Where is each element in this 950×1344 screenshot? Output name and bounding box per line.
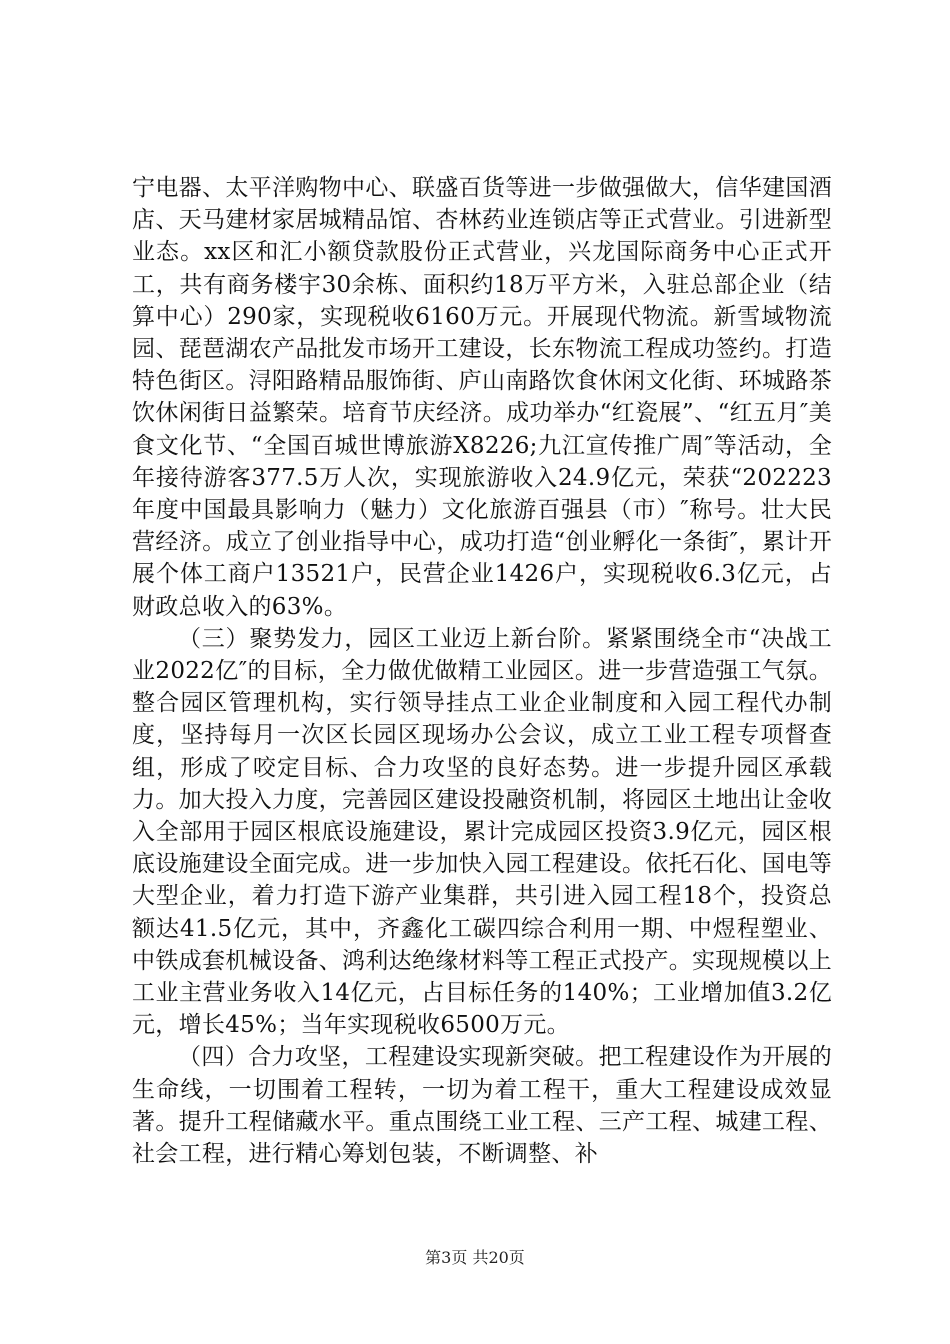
page-footer <box>0 1248 950 1268</box>
paragraph-continuation: 宁电器、太平洋购物中心、联盛百货等进一步做强做大，信华建国酒店、天马建材家居城精品馆、杏林药业连锁店等正式营业。引进新型业态。xx区和汇小额贷款股份正式营业，兴龙国际商务中心正式开工，共有商务楼宇30余栋、面积约18万平方米，入驻总部企业（结算中心）290家，实现税收6160万元。开展现代物流。新雪域物流园、琵琶湖农产品批发市场开工建设，长东物流工程成功签约。打造特色街区。浔阳路精品服饰街、庐山南路饮食休闲文化街、环城路茶饮休闲街日益繁荣。培育节庆经济。成功举办“红瓷展”、“红五月″美食文化节、“全国百城世博旅游X8226;九江宣传推广周″等活动，全年接待游客377.5万人次，实现旅游收入24.9亿元，荣获“202223年度中国最具影响力（魅力）文化旅游百强县（市）″称号。壮大民营经济。成立了创业指导中心，成功打造“创业孵化一条街″，累计开展个体工商户13521户，民营企业1426户，实现税收6.3亿元，占财政总收入的63%。 <box>132 175 832 620</box>
paragraph-section-three: （三）聚势发力，园区工业迈上新台阶。紧紧围绕全市“决战工业2022亿″的目标，全力做优做精工业园区。进一步营造强工气氛。整合园区管理机构，实行领导挂点工业企业制度和入园工程代办制度，坚持每月一次区长园区现场办公会议，成立工业工程专项督查组，形成了咬定目标、合力攻坚的良好态势。进一步提升园区承载力。加大投入力度，完善园区建设投融资机制，将园区土地出让金收入全部用于园区根底设施建设，累计完成园区投资3.9亿元，园区根底设施建设全面完成。进一步加快入园工程建设。依托石化、国电等大型企业，着力打造下游产业集群，共引进入园工程18个，投资总额达41.5亿元，其中，齐鑫化工碳四综合利用一期、中煜程塑业、中铁成套机械设备、鸿利达绝缘材料等工程正式投产。实现规模以上工业主营业务收入14亿元，占目标任务的140%；工业增加值3.2亿元，增长45%；当年实现税收6500万元。 <box>132 625 832 1039</box>
document-body <box>132 172 832 1170</box>
paragraph-section-four: （四）合力攻坚，工程建设实现新突破。把工程建设作为开展的生命线，一切围着工程转，一切为着工程干，重大工程建设成效显著。提升工程储藏水平。重点围绕工业工程、三产工程、城建工程、社会工程，进行精心筹划包装，不断调整、补 <box>132 1044 832 1168</box>
page-number-label: 第3页 共20页 <box>425 1248 525 1267</box>
